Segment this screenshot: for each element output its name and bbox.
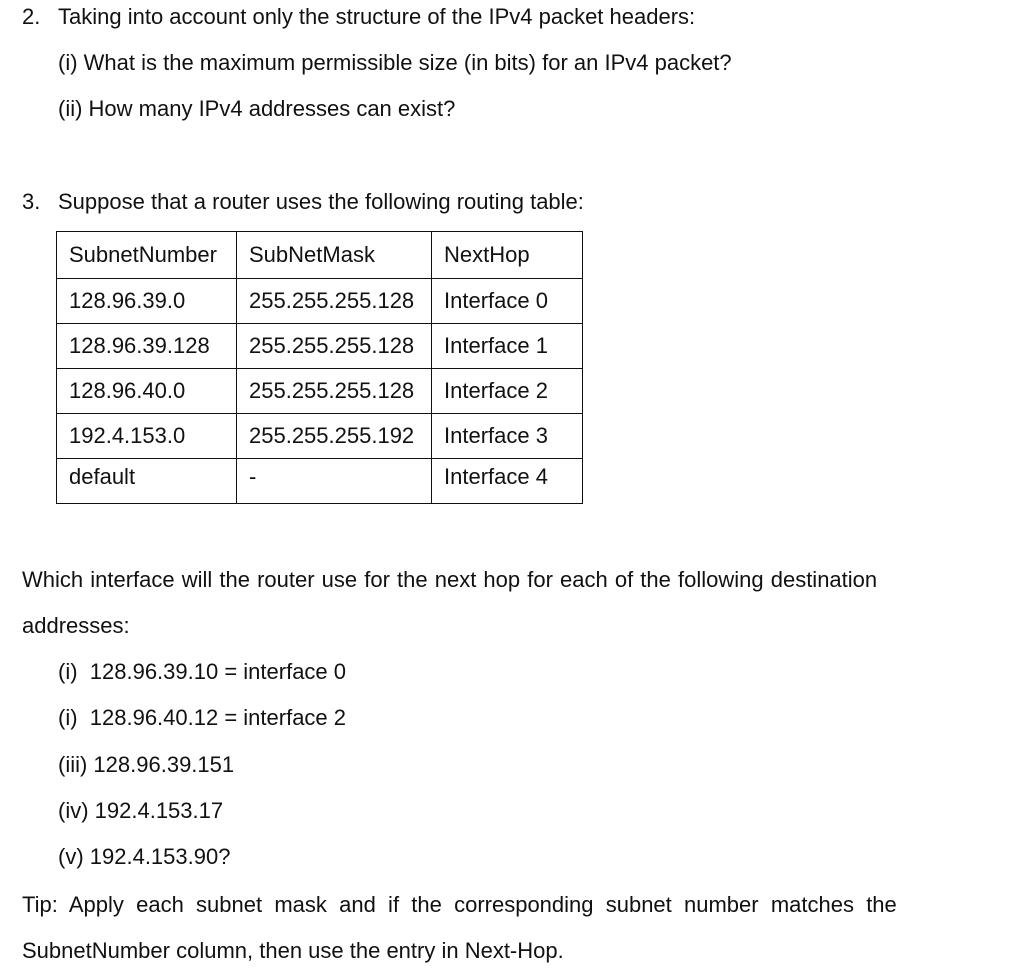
cell-subnet-number: default xyxy=(57,459,237,504)
cell-subnet-mask: 255.255.255.192 xyxy=(237,414,432,459)
table-row xyxy=(57,414,583,459)
address-item-4: (iv) 192.4.153.17 xyxy=(58,798,224,823)
header-subnet-number: SubnetNumber xyxy=(57,232,237,279)
routing-table xyxy=(56,231,583,504)
question-2-number: 2. xyxy=(22,4,41,29)
question-3-prompt-line-2: addresses: xyxy=(22,613,130,638)
cell-subnet-number: 128.96.40.0 xyxy=(57,369,237,414)
header-next-hop: NextHop xyxy=(432,232,583,279)
address-item-3: (iii) 128.96.39.151 xyxy=(58,752,235,777)
header-subnet-mask: SubNetMask xyxy=(237,232,432,279)
question-3-prompt-line-1: Which interface will the router use for the next hop for each of the following destination xyxy=(22,567,878,592)
table-row xyxy=(57,459,583,504)
cell-subnet-number: 192.4.153.0 xyxy=(57,414,237,459)
tip-line-2: SubnetNumber column, then use the entry in Next-Hop. xyxy=(22,938,564,963)
address-item-2: (i) 128.96.40.12 = interface 2 xyxy=(58,705,347,730)
routing-table-header-row xyxy=(57,232,583,279)
cell-next-hop: Interface 2 xyxy=(432,369,583,414)
cell-subnet-mask: 255.255.255.128 xyxy=(237,279,432,324)
table-row xyxy=(57,369,583,414)
cell-next-hop: Interface 4 xyxy=(432,459,583,504)
tip-line-1: Tip: Apply each subnet mask and if the corresponding subnet number matches the xyxy=(22,892,897,917)
address-item-1: (i) 128.96.39.10 = interface 0 xyxy=(58,659,347,684)
address-item-5: (v) 192.4.153.90? xyxy=(58,844,231,869)
cell-subnet-mask: 255.255.255.128 xyxy=(237,324,432,369)
cell-next-hop: Interface 1 xyxy=(432,324,583,369)
cell-subnet-mask: - xyxy=(237,459,432,504)
table-row xyxy=(57,324,583,369)
cell-subnet-number: 128.96.39.0 xyxy=(57,279,237,324)
cell-subnet-mask: 255.255.255.128 xyxy=(237,369,432,414)
cell-subnet-number: 128.96.39.128 xyxy=(57,324,237,369)
question-2-text: Taking into account only the structure of the IPv4 packet headers: xyxy=(58,4,696,29)
question-3-text: Suppose that a router uses the following routing table: xyxy=(58,189,584,214)
question-2-sub-ii: (ii) How many IPv4 addresses can exist? xyxy=(58,96,456,121)
table-row xyxy=(57,279,583,324)
cell-next-hop: Interface 3 xyxy=(432,414,583,459)
cell-next-hop: Interface 0 xyxy=(432,279,583,324)
question-3-number: 3. xyxy=(22,189,41,214)
question-2-sub-i: (i) What is the maximum permissible size (in bits) for an IPv4 packet? xyxy=(58,50,732,75)
